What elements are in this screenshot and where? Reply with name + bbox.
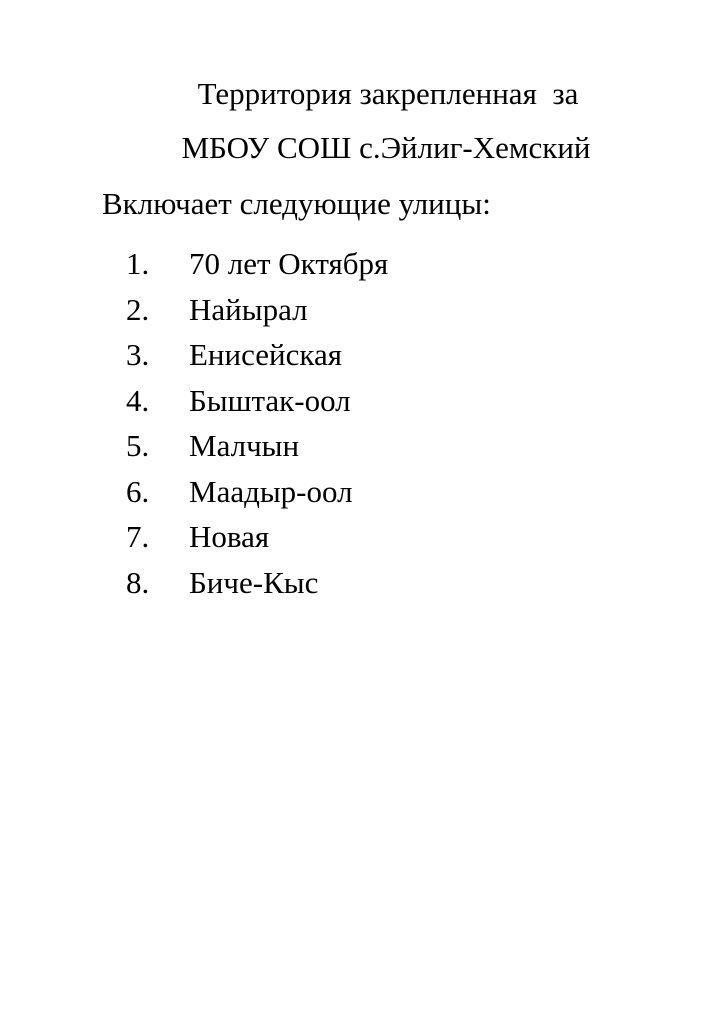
street-name: Быштак-оол [189, 382, 351, 418]
street-name: Найырал [189, 291, 308, 327]
street-number: 2. [126, 291, 150, 327]
title-line-1: Территория закрепленная за [197, 76, 579, 111]
street-number: 5. [126, 428, 150, 463]
street-number: 7. [126, 519, 150, 554]
intro-text: Включает следующие улицы: [102, 186, 491, 221]
street-name: Маадыр-оол [189, 473, 353, 509]
street-number: 4. [126, 382, 150, 418]
street-number: 3. [126, 337, 150, 372]
street-name: Енисейская [189, 337, 342, 372]
street-name: Биче-Кыс [189, 564, 319, 600]
street-name: 70 лет Октября [189, 246, 389, 281]
street-name: Малчын [189, 428, 300, 463]
title-line-2: МБОУ СОШ с.Эйлиг-Хемский [181, 130, 591, 165]
street-number: 1. [126, 246, 150, 281]
street-number: 8. [126, 564, 150, 600]
street-number: 6. [126, 473, 150, 509]
street-name: Новая [189, 519, 270, 554]
